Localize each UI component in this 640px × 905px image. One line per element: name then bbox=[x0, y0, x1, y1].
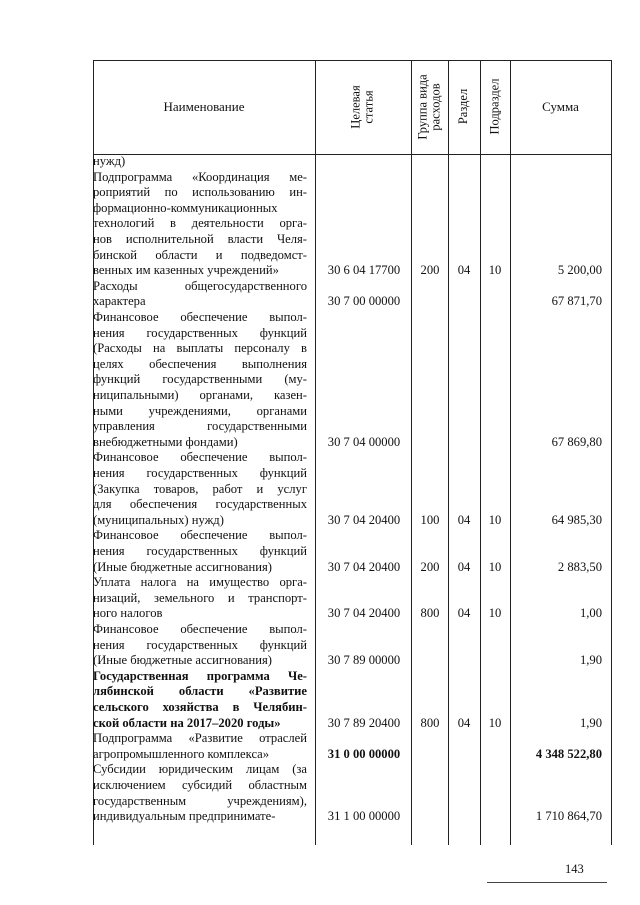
row-code: 30 7 00 00000 bbox=[327, 294, 401, 309]
row-name-line: Расходы общегосударственного bbox=[93, 278, 307, 293]
column-divider bbox=[411, 60, 412, 845]
row-name bbox=[93, 279, 307, 310]
row-sec: 04 bbox=[457, 263, 471, 278]
row-name-line: характера bbox=[93, 294, 146, 309]
footer-rule bbox=[487, 882, 607, 883]
row-name-line: Государственная программа Че- bbox=[93, 668, 307, 683]
row-name-line: Подпрограмма «Развитие отраслей bbox=[93, 731, 307, 746]
row-code: 31 0 00 00000 bbox=[327, 746, 401, 761]
row-name-line: нужд) bbox=[93, 154, 126, 168]
column-divider bbox=[315, 60, 316, 845]
row-code: 31 1 00 00000 bbox=[327, 809, 401, 824]
row-grp: 800 bbox=[420, 606, 440, 621]
header-group-line: расходов bbox=[428, 82, 443, 131]
row-code: 30 7 04 00000 bbox=[327, 434, 401, 449]
row-name-line: государственным учреждениям), bbox=[93, 793, 307, 808]
header-sum: Сумма bbox=[542, 98, 579, 114]
row-name-line: для обеспечения государственных bbox=[93, 497, 307, 512]
row-code: 30 7 89 20400 bbox=[327, 715, 401, 730]
row-name-line: целях обеспечения выполнения bbox=[93, 356, 307, 371]
row-name-line: Финансовое обеспечение выпол- bbox=[93, 528, 307, 543]
row-name-line: Финансовое обеспечение выпол- bbox=[93, 310, 307, 324]
row-sum: 67 869,80 bbox=[551, 434, 602, 449]
row-code: 30 7 04 20400 bbox=[327, 512, 401, 527]
row-name-line: функций государственными (му- bbox=[93, 372, 307, 387]
row-name-line: сельского хозяйства в Челябин- bbox=[93, 699, 307, 714]
header-subsection: Подраздел bbox=[487, 78, 502, 135]
row-name-line: нов исполнительной власти Челя- bbox=[93, 231, 307, 246]
page-number: 143 bbox=[565, 862, 584, 876]
header-name-cell bbox=[93, 60, 315, 153]
row-name bbox=[93, 669, 307, 731]
row-name-line: ниципальными) органами, казен- bbox=[93, 387, 307, 402]
row-name-line: Субсидии юридическим лицам (за bbox=[93, 762, 307, 777]
row-name-line: нения государственных функций bbox=[93, 637, 307, 652]
row-name-line: (Расходы на выплаты персоналу в bbox=[93, 341, 307, 356]
row-sec: 04 bbox=[457, 715, 471, 730]
header-code-cell bbox=[315, 60, 411, 153]
header-subsection-cell bbox=[480, 60, 510, 153]
row-name-line: (Закупка товаров, работ и услуг bbox=[93, 481, 307, 496]
row-name bbox=[93, 154, 307, 170]
header-code-line: статья bbox=[362, 89, 376, 124]
row-sum: 5 200,00 bbox=[557, 263, 602, 278]
row-sec: 04 bbox=[457, 606, 471, 621]
header-name: Наименование bbox=[163, 98, 245, 114]
row-grp: 200 bbox=[420, 559, 440, 574]
row-name-line: управления государственными bbox=[93, 419, 307, 434]
header-section-cell bbox=[448, 60, 480, 153]
row-name-line: нения государственных функций bbox=[93, 325, 307, 340]
row-sub: 10 bbox=[488, 559, 502, 574]
row-name-line: нения государственных функций bbox=[93, 543, 307, 558]
header-code bbox=[350, 85, 376, 128]
row-sub: 10 bbox=[488, 715, 502, 730]
column-divider bbox=[510, 60, 511, 845]
row-name-line: Финансовое обеспечение выпол- bbox=[93, 622, 307, 636]
row-name bbox=[93, 622, 307, 669]
row-code: 30 7 04 20400 bbox=[327, 559, 401, 574]
row-code: 30 7 04 20400 bbox=[327, 606, 401, 621]
row-sub: 10 bbox=[488, 263, 502, 278]
row-name-line: агропромышленного комплекса» bbox=[93, 746, 270, 761]
row-name-line: (Иные бюджетные ассигнования) bbox=[93, 559, 272, 574]
row-name bbox=[93, 762, 307, 824]
header-group bbox=[417, 74, 443, 139]
row-name bbox=[93, 731, 307, 762]
row-name-line: лябинской области «Развитие bbox=[93, 684, 307, 699]
row-sum: 67 871,70 bbox=[551, 294, 602, 309]
row-sum: 1,00 bbox=[579, 606, 602, 621]
row-name bbox=[93, 170, 307, 279]
row-name bbox=[93, 310, 307, 450]
column-divider bbox=[611, 60, 612, 845]
row-name-line: ными учреждениями, органами bbox=[93, 403, 307, 418]
row-name-line: формационно-коммуникационных bbox=[93, 200, 278, 215]
row-sum: 64 985,30 bbox=[551, 512, 602, 527]
row-sum: 1 710 864,70 bbox=[535, 809, 602, 824]
row-name bbox=[93, 450, 307, 528]
row-grp: 100 bbox=[420, 512, 440, 527]
row-name-line: (муниципальных) нужд) bbox=[93, 512, 224, 527]
row-name-line: исключением субсидий областным bbox=[93, 777, 307, 792]
row-name-line: (Иные бюджетные ассигнования) bbox=[93, 653, 272, 668]
row-name-line: Подпрограмма «Координация ме- bbox=[93, 169, 307, 184]
row-name-line: внебюджетными фондами) bbox=[93, 434, 238, 449]
row-name-line: Уплата налога на имущество орга- bbox=[93, 575, 307, 590]
row-code: 30 7 89 00000 bbox=[327, 653, 401, 668]
header-section: Раздел bbox=[456, 88, 471, 125]
row-name-line: нения государственных функций bbox=[93, 465, 307, 480]
row-sec: 04 bbox=[457, 512, 471, 527]
row-grp: 200 bbox=[420, 263, 440, 278]
row-name bbox=[93, 575, 307, 622]
row-name-line: роприятий по использованию ин- bbox=[93, 185, 307, 200]
row-sum: 4 348 522,80 bbox=[535, 746, 602, 761]
row-grp: 800 bbox=[420, 715, 440, 730]
header-group-line: Группа вида bbox=[415, 73, 430, 140]
row-code: 30 6 04 17700 bbox=[327, 263, 401, 278]
row-name-line: низаций, земельного и транспорт- bbox=[93, 590, 307, 605]
row-name-line: ного налогов bbox=[93, 606, 163, 621]
row-name-line: индивидуальным предпринимате- bbox=[93, 809, 276, 824]
header-sum-cell bbox=[510, 60, 611, 153]
row-sum: 1,90 bbox=[579, 715, 602, 730]
row-sec: 04 bbox=[457, 559, 471, 574]
row-name-line: технологий в деятельности орга- bbox=[93, 216, 307, 231]
header-group-cell bbox=[411, 60, 448, 153]
header-code-line: Целевая bbox=[349, 84, 363, 129]
row-name-line: ской области на 2017–2020 годы» bbox=[93, 715, 281, 730]
row-sub: 10 bbox=[488, 512, 502, 527]
row-name-line: Финансовое обеспечение выпол- bbox=[93, 450, 307, 465]
row-name-line: бинской области и подведомст- bbox=[93, 247, 307, 262]
row-sum: 1,90 bbox=[579, 653, 602, 668]
row-name bbox=[93, 528, 307, 575]
row-sub: 10 bbox=[488, 606, 502, 621]
row-name-line: венных им казенных учреждений» bbox=[93, 263, 279, 278]
row-sum: 2 883,50 bbox=[557, 559, 602, 574]
